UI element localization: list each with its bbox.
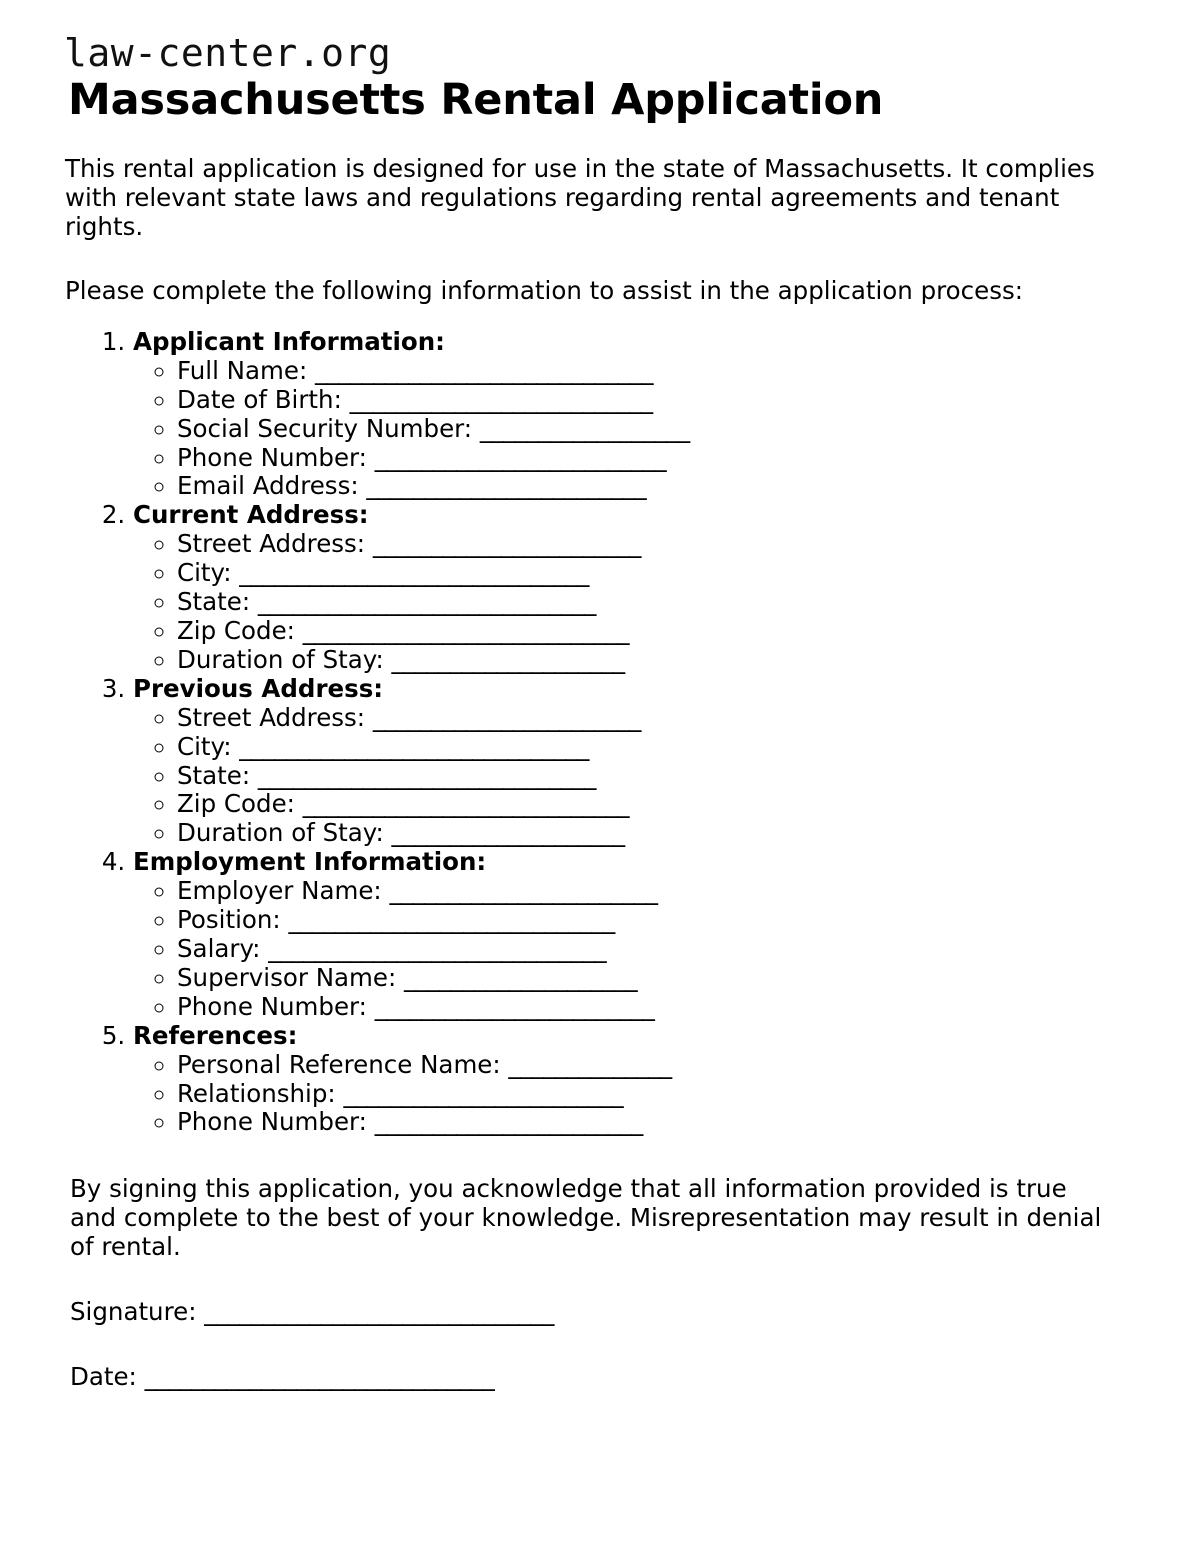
form-field <box>177 1080 1131 1109</box>
section-heading: Current Address: <box>133 500 369 530</box>
field-blank-line[interactable]: ____________________________ <box>302 789 629 819</box>
form-field <box>177 1108 1131 1137</box>
signature-blank-line[interactable]: ______________________________ <box>204 1297 554 1327</box>
section-heading: Applicant Information: <box>133 326 445 356</box>
section-fields-list <box>133 530 1131 675</box>
form-field <box>177 877 1131 906</box>
field-blank-line[interactable]: ________________________ <box>343 1078 624 1108</box>
form-section <box>133 328 1131 501</box>
form-section <box>133 501 1131 674</box>
field-label: Street Address: <box>177 529 373 559</box>
field-blank-line[interactable]: __________________________ <box>349 384 653 414</box>
field-blank-line[interactable]: _______________________ <box>372 702 641 732</box>
signature-block <box>65 1298 1131 1392</box>
field-label: Zip Code: <box>177 616 303 646</box>
field-blank-line[interactable]: ____________________________ <box>302 616 629 646</box>
section-fields-list <box>133 704 1131 849</box>
field-blank-line[interactable]: ________________________ <box>366 471 646 501</box>
site-name: law-center.org <box>64 31 392 75</box>
form-section <box>133 675 1131 848</box>
field-label: Full Name: <box>177 355 316 385</box>
form-field <box>177 762 1131 791</box>
field-blank-line[interactable]: _______________________ <box>372 529 641 559</box>
field-blank-line[interactable]: _____________________________ <box>257 760 596 790</box>
field-blank-line[interactable]: ________________________ <box>374 991 655 1021</box>
field-blank-line[interactable]: ______________ <box>508 1049 672 1079</box>
form-field <box>177 646 1131 675</box>
field-blank-line[interactable]: ____________________ <box>391 644 625 674</box>
section-heading: Previous Address: <box>133 673 384 703</box>
form-section <box>133 1022 1131 1138</box>
field-label: City: <box>177 731 240 761</box>
field-blank-line[interactable]: _____________________________ <box>315 355 653 385</box>
section-fields-list <box>133 1051 1131 1138</box>
field-label: Phone Number: <box>177 1107 375 1137</box>
field-label: Zip Code: <box>177 789 303 819</box>
intro-paragraph-2: Please complete the following information to assist in the application process: <box>65 276 1023 306</box>
field-label: Date of Birth: <box>177 384 350 414</box>
form-field <box>177 444 1131 473</box>
field-label: State: <box>177 760 258 790</box>
form-field <box>177 1051 1131 1080</box>
intro-paragraph-1: This rental application is designed for use in the state of Massachusetts. It complies with relevant state laws and regulations regarding rental agreements and tenant rights. <box>65 154 1095 242</box>
field-label: Street Address: <box>177 702 373 732</box>
date-blank-line[interactable]: ______________________________ <box>144 1361 495 1391</box>
signature-label: Signature: <box>70 1297 205 1327</box>
section-heading: Employment Information: <box>133 847 487 877</box>
form-field <box>177 964 1131 993</box>
field-label: Email Address: <box>177 471 367 501</box>
form-field <box>177 588 1131 617</box>
field-blank-line[interactable]: _________________________ <box>374 442 666 472</box>
form-field <box>177 906 1131 935</box>
form-field <box>177 386 1131 415</box>
form-field <box>177 472 1131 501</box>
form-field <box>177 559 1131 588</box>
field-label: Personal Reference Name: <box>177 1049 509 1079</box>
form-field <box>177 733 1131 762</box>
field-blank-line[interactable]: _______________________ <box>374 1107 643 1137</box>
form-field <box>177 415 1131 444</box>
field-label: Salary: <box>177 933 269 963</box>
form-field <box>177 790 1131 819</box>
form-field <box>177 993 1131 1022</box>
field-blank-line[interactable]: ____________________ <box>391 818 625 848</box>
section-fields-list <box>133 877 1131 1022</box>
field-blank-line[interactable]: ______________________________ <box>239 731 589 761</box>
field-label: Social Security Number: <box>177 413 480 443</box>
closing-block <box>65 1175 1131 1262</box>
field-blank-line[interactable]: _____________________________ <box>257 587 596 617</box>
form-field <box>177 704 1131 733</box>
form-field <box>177 819 1131 848</box>
field-label: Duration of Stay: <box>177 644 392 674</box>
field-label: Relationship: <box>177 1078 344 1108</box>
form-sections-list <box>65 328 1131 1137</box>
section-fields-list <box>133 357 1131 502</box>
field-blank-line[interactable]: ____________________________ <box>288 905 615 935</box>
document-body <box>60 125 1131 1392</box>
signature-field <box>70 1298 1131 1327</box>
field-blank-line[interactable]: _______________________ <box>389 876 658 906</box>
field-label: Employer Name: <box>177 876 390 906</box>
field-label: State: <box>177 587 258 617</box>
section-heading: References: <box>133 1020 298 1050</box>
form-section <box>133 848 1131 1021</box>
field-blank-line[interactable]: __________________ <box>479 413 690 443</box>
field-blank-line[interactable]: ______________________________ <box>239 558 589 588</box>
date-label: Date: <box>70 1361 145 1391</box>
field-label: Phone Number: <box>177 442 375 472</box>
page-title: Massachusetts Rental Application <box>68 74 884 125</box>
field-label: City: <box>177 558 240 588</box>
field-label: Position: <box>177 905 289 935</box>
field-blank-line[interactable]: ____________________ <box>404 962 638 992</box>
form-field <box>177 357 1131 386</box>
date-field <box>70 1363 1131 1392</box>
field-label: Duration of Stay: <box>177 818 392 848</box>
field-label: Phone Number: <box>177 991 375 1021</box>
acknowledgment-paragraph: By signing this application, you acknowledge that all information provided is true and complete to the best of your knowledge. Misrepresentation may result in denial of rental. <box>70 1174 1102 1262</box>
form-field <box>177 530 1131 559</box>
form-field <box>177 617 1131 646</box>
field-label: Supervisor Name: <box>177 962 405 992</box>
field-blank-line[interactable]: _____________________________ <box>268 933 607 963</box>
form-field <box>177 935 1131 964</box>
